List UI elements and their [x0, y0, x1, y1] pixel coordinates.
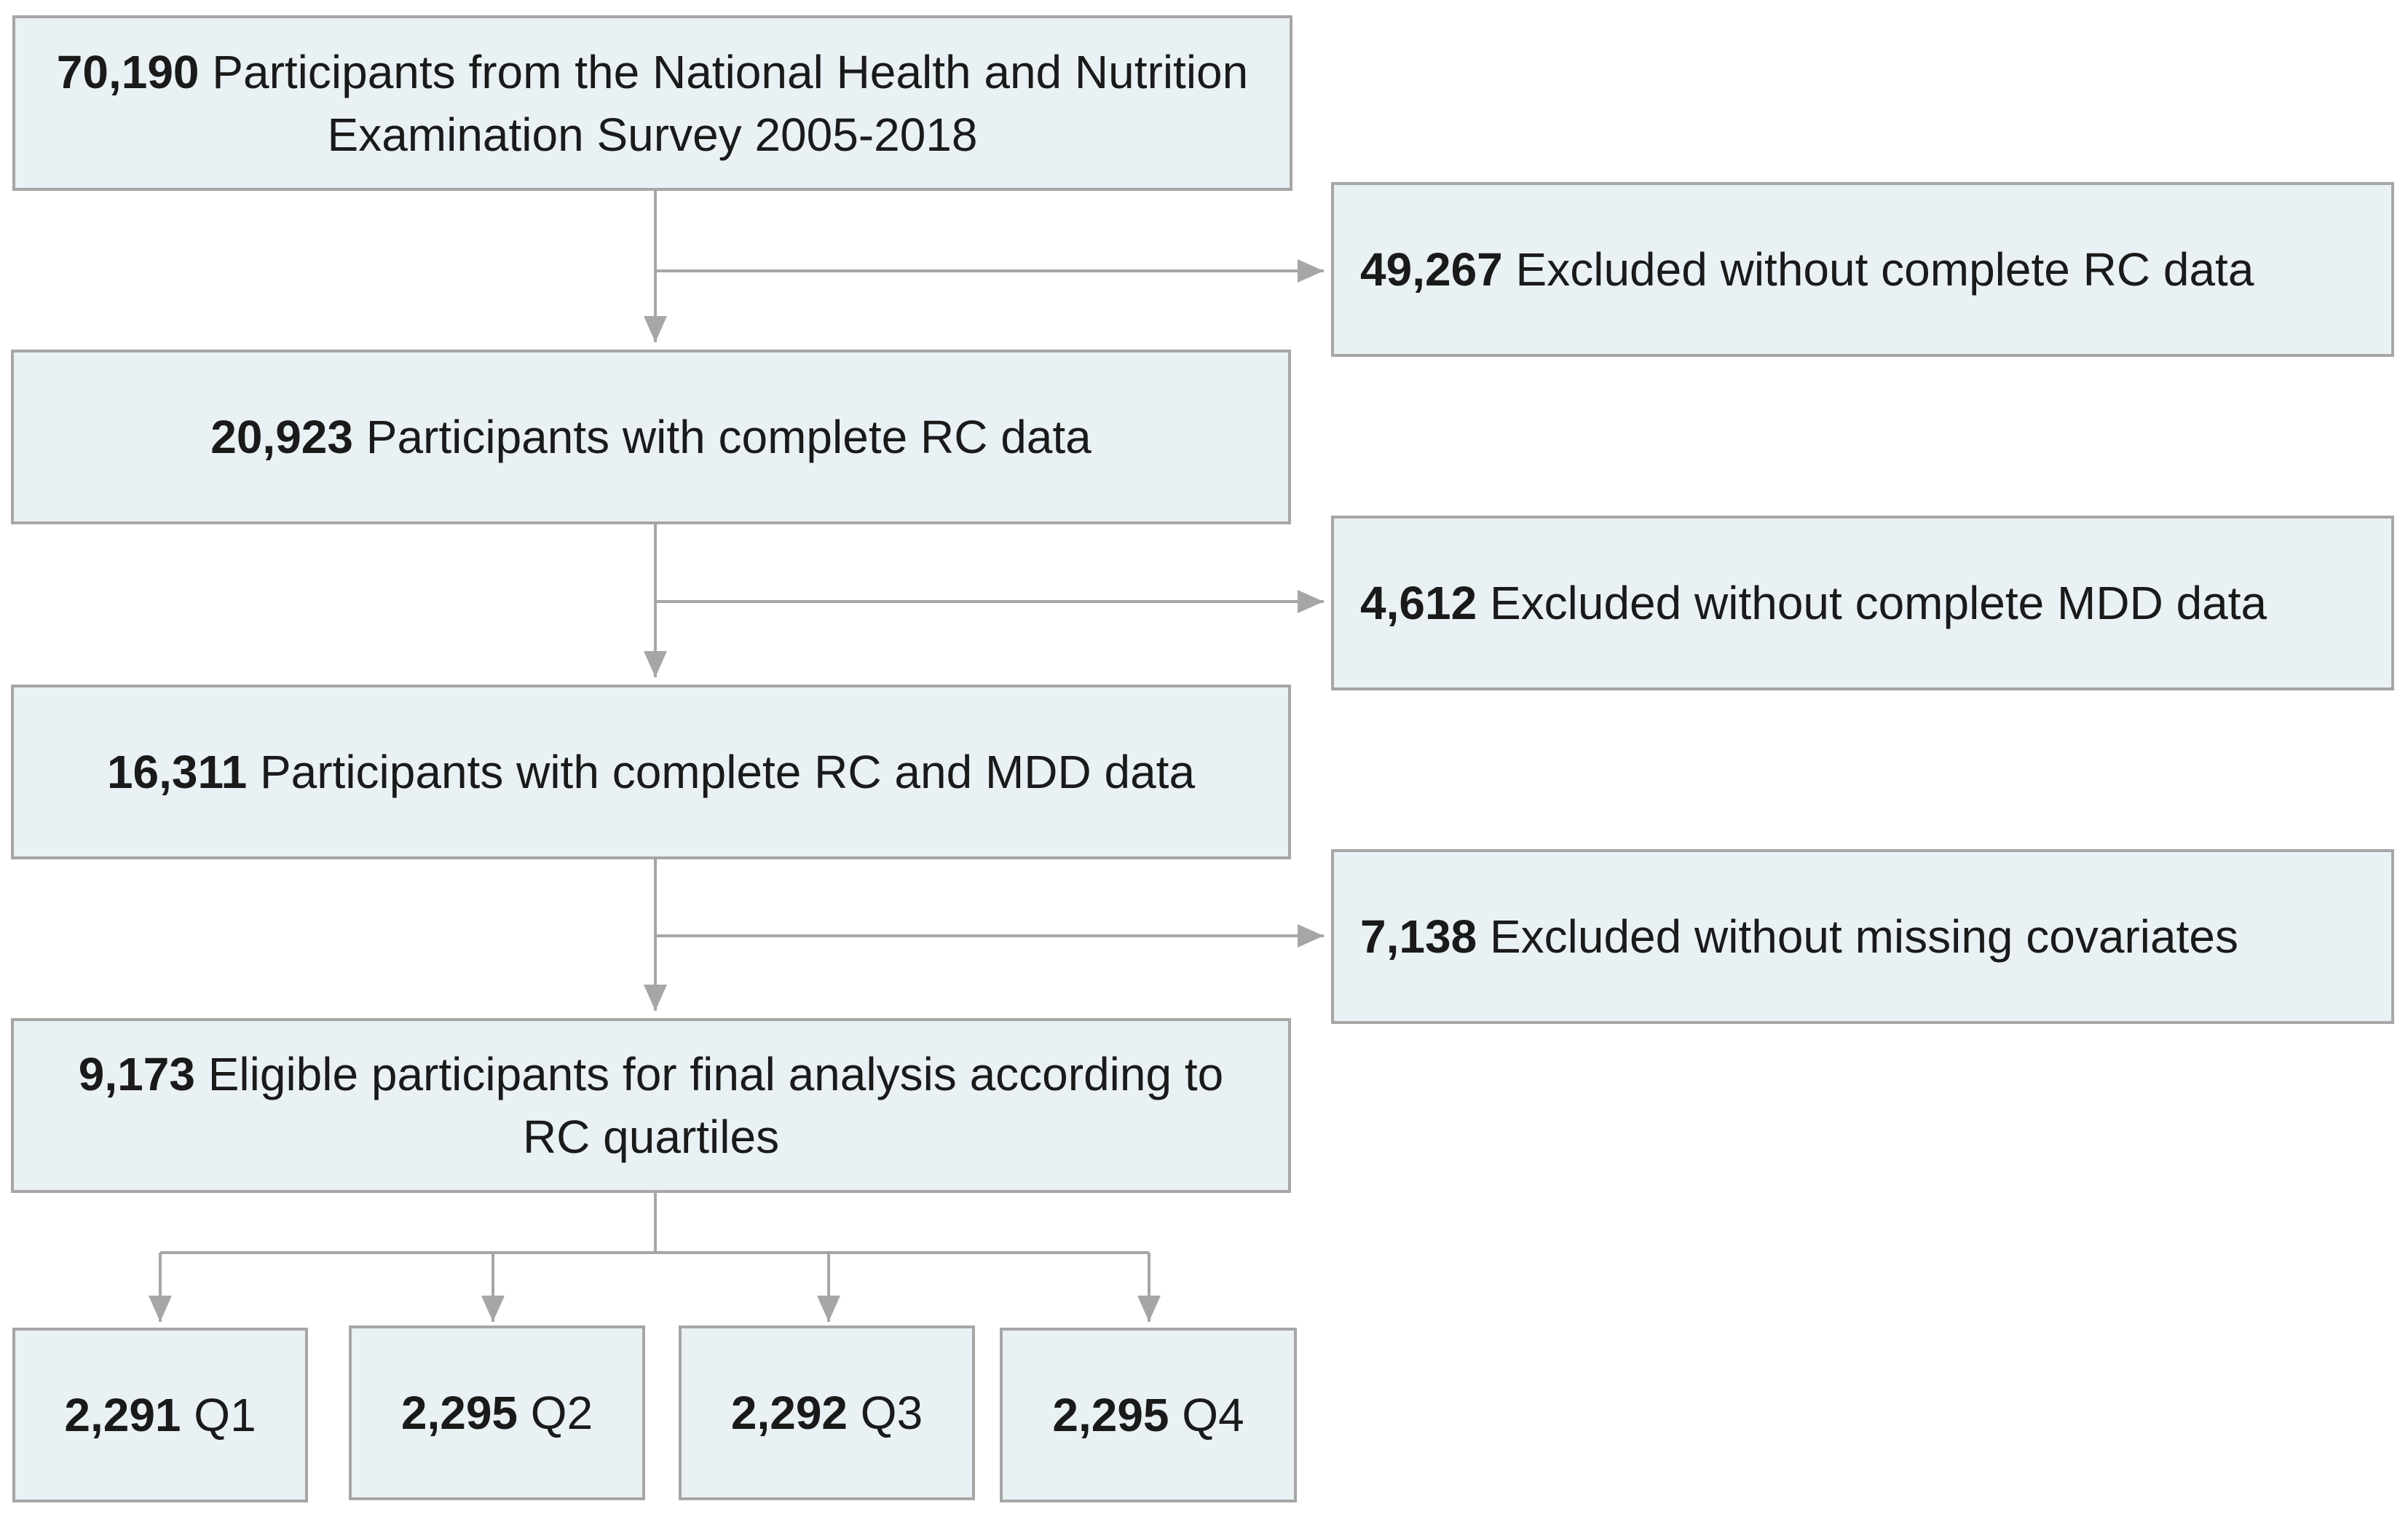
quartile-q2-count: 2,295 — [400, 1387, 518, 1439]
quartile-q4-content — [1052, 1384, 1244, 1446]
main-step-4-text: Eligible participants for final analysis according to RC quartiles — [208, 1048, 1224, 1163]
main-step-2-text: Participants with complete RC data — [366, 411, 1092, 463]
main-step-3-count: 16,311 — [106, 746, 248, 798]
quartile-q2-label: Q2 — [530, 1387, 593, 1439]
exclusion-2-text: Excluded without complete MDD data — [1489, 577, 2267, 629]
quartile-q4-label: Q4 — [1182, 1389, 1244, 1441]
exclusion-2-content — [1360, 572, 2267, 634]
quartile-q1-count: 2,291 — [64, 1389, 181, 1441]
main-step-2-count: 20,923 — [210, 411, 353, 463]
quartile-q1-content — [64, 1384, 256, 1446]
main-step-1-count: 70,190 — [56, 45, 200, 98]
main-step-4-box — [11, 1018, 1291, 1193]
quartile-q2-box — [349, 1325, 645, 1500]
quartile-q3-box — [679, 1325, 975, 1500]
main-step-4-count: 9,173 — [78, 1048, 195, 1100]
quartile-q3-label: Q3 — [860, 1387, 923, 1439]
exclusion-2-count: 4,612 — [1360, 577, 1477, 629]
exclusion-3-text: Excluded without missing covariates — [1489, 910, 2238, 963]
main-step-1-content — [44, 41, 1260, 166]
exclusion-3-content — [1360, 905, 2238, 968]
exclusion-3-count: 7,138 — [1360, 910, 1477, 963]
exclusion-1-count: 49,267 — [1360, 243, 1503, 296]
quartile-q1-label: Q1 — [194, 1389, 256, 1441]
quartile-q3-content — [731, 1382, 923, 1444]
main-step-2-content — [210, 406, 1092, 468]
exclusion-1-box — [1331, 182, 2394, 357]
exclusion-2-box — [1331, 516, 2394, 690]
quartile-q4-box — [1000, 1328, 1297, 1502]
main-step-4-content — [65, 1043, 1237, 1168]
quartile-q1-box — [12, 1328, 308, 1502]
main-step-3-box — [11, 685, 1291, 859]
main-step-1-box — [12, 15, 1292, 191]
quartile-q4-count: 2,295 — [1052, 1389, 1169, 1441]
quartile-q2-content — [401, 1382, 593, 1444]
main-step-3-text: Participants with complete RC and MDD data — [259, 746, 1196, 798]
main-step-1-text: Participants from the National Health and Nutrition Examination Survey 2005-2018 — [212, 45, 1249, 161]
exclusion-3-box — [1331, 849, 2394, 1024]
quartile-q3-count: 2,292 — [730, 1387, 848, 1439]
exclusion-1-content — [1360, 238, 2254, 301]
exclusion-1-text: Excluded without complete RC data — [1515, 243, 2254, 296]
main-step-2-box — [11, 350, 1291, 524]
main-step-3-content — [107, 741, 1195, 803]
